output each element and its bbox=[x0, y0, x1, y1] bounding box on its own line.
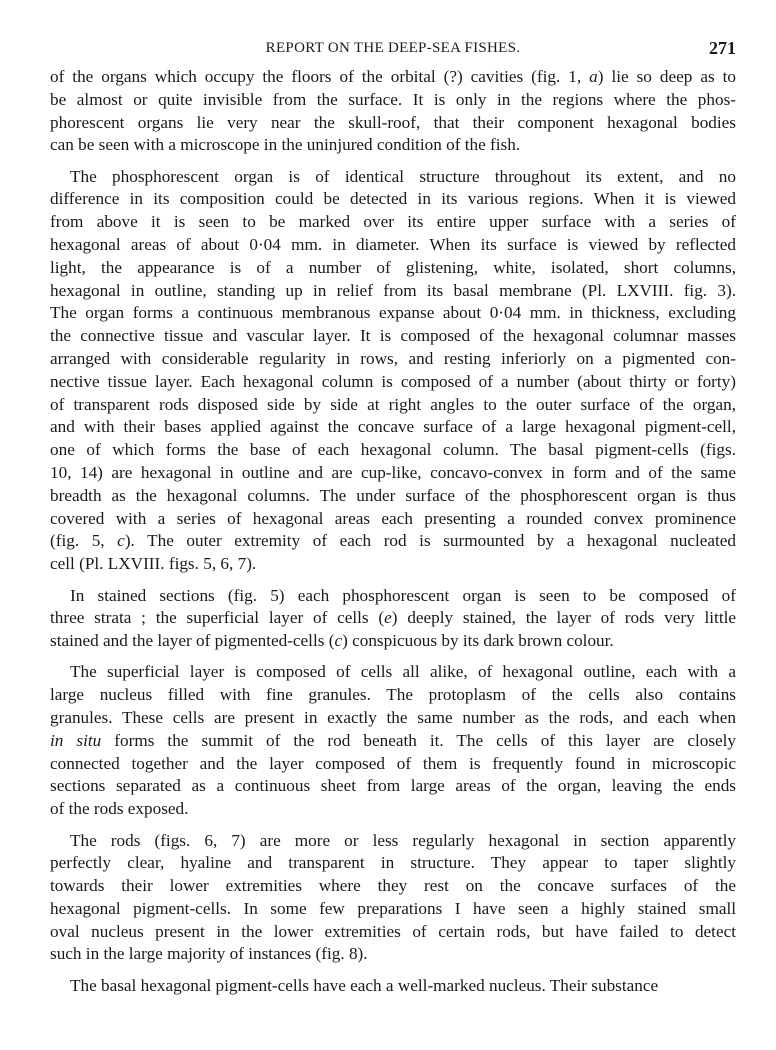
text-line bbox=[50, 630, 736, 653]
text-line bbox=[50, 462, 736, 485]
text-segment: cell (Pl. LXVIII. figs. 5, 6, 7). bbox=[50, 554, 257, 574]
text-segment: one of which forms the base of each hexagonal column. The basal pigment-cells (figs. bbox=[50, 440, 736, 460]
text-line bbox=[50, 553, 736, 576]
italic-text: e bbox=[384, 608, 392, 628]
text-segment: The rods (figs. 6, 7) are more or less regularly hexagonal in section apparently bbox=[70, 830, 736, 850]
text-segment: The superficial layer is composed of cells all alike, of hexagonal outline, each with a bbox=[70, 662, 736, 682]
text-line bbox=[50, 211, 736, 234]
text-segment: large nucleus filled with fine granules. The protoplasm of the cells also contains bbox=[50, 685, 736, 705]
text-segment: be almost or quite invisible from the surface. It is only in the regions where the phos- bbox=[50, 89, 736, 109]
text-segment: light, the appearance is of a number of glistening, white, isolated, short columns, bbox=[50, 257, 736, 277]
text-segment: oval nucleus present in the lower extremities of certain rods, but have failed to detect bbox=[50, 921, 736, 941]
text-segment: forms the summit of the rod beneath it. The cells of this layer are closely bbox=[101, 730, 737, 750]
italic-text: c bbox=[117, 531, 125, 551]
text-line bbox=[50, 753, 736, 776]
text-line bbox=[50, 798, 736, 821]
text-line bbox=[50, 166, 736, 189]
paragraph bbox=[50, 166, 736, 576]
text-segment: ). The outer extremity of each rod is surmounted by a hexagonal nucleated bbox=[124, 531, 736, 551]
text-segment: In stained sections (fig. 5) each phosphorescent organ is seen to be composed of bbox=[70, 585, 736, 605]
text-segment: The basal hexagonal pigment-cells have each a well-marked nucleus. Their substance bbox=[70, 975, 659, 995]
text-line bbox=[50, 280, 736, 303]
text-line bbox=[50, 302, 736, 325]
text-segment: covered with a series of hexagonal areas each presenting a rounded convex prominence bbox=[50, 508, 736, 528]
text-line bbox=[50, 730, 736, 753]
text-line bbox=[50, 439, 736, 462]
text-segment: perfectly clear, hyaline and transparent in structure. They appear to taper slightly bbox=[50, 853, 736, 873]
text-line bbox=[50, 325, 736, 348]
text-line bbox=[50, 234, 736, 257]
text-line bbox=[50, 394, 736, 417]
page-header bbox=[50, 40, 736, 64]
text-line bbox=[50, 975, 736, 998]
text-segment: nective tissue layer. Each hexagonal column is composed of a number (about thirty or forty) bbox=[50, 371, 736, 391]
text-segment: of the rods exposed. bbox=[50, 799, 189, 819]
paragraph bbox=[50, 661, 736, 821]
text-line bbox=[50, 684, 736, 707]
paragraph bbox=[50, 585, 736, 653]
text-line bbox=[50, 89, 736, 112]
text-segment: The organ forms a continuous membranous expanse about 0·04 mm. in thickness, excluding bbox=[50, 303, 736, 323]
text-line bbox=[50, 943, 736, 966]
text-segment: towards their lower extremities where they rest on the concave surfaces of the bbox=[50, 876, 736, 896]
text-segment: difference in its composition could be detected in its various regions. When it is viewed bbox=[50, 189, 736, 209]
text-segment: ) lie so deep as to bbox=[597, 67, 736, 86]
text-segment: hexagonal areas of about 0·04 mm. in diameter. When its surface is viewed by reflected bbox=[50, 235, 736, 255]
text-segment: phorescent organs lie very near the skull-roof, that their component hexagonal bodies bbox=[50, 112, 736, 132]
text-segment: stained and the layer of pigmented-cells ( bbox=[50, 631, 335, 651]
text-line bbox=[50, 134, 736, 157]
text-line bbox=[50, 921, 736, 944]
text-line bbox=[50, 112, 736, 135]
text-line bbox=[50, 875, 736, 898]
text-line bbox=[50, 707, 736, 730]
text-segment: of the organs which occupy the floors of the orbital (?) cavities (fig. 1, bbox=[50, 67, 590, 86]
text-segment: sections separated as a continuous sheet from large areas of the organ, leaving the ends bbox=[50, 776, 736, 796]
text-line bbox=[50, 898, 736, 921]
text-line bbox=[50, 852, 736, 875]
text-segment: ) conspicuous by its dark brown colour. bbox=[342, 631, 614, 651]
italic-text: in situ bbox=[50, 730, 102, 750]
italic-text: c bbox=[334, 631, 343, 651]
text-line bbox=[50, 585, 736, 608]
text-segment: breadth as the hexagonal columns. The under surface of the phosphorescent organ is thus bbox=[50, 485, 736, 505]
text-segment: 10, 14) are hexagonal in outline and are cup-like, concavo-convex in form and of the same bbox=[50, 463, 736, 483]
text-line bbox=[50, 188, 736, 211]
paragraph bbox=[50, 66, 736, 157]
text-segment: ) deeply stained, the layer of rods very little bbox=[391, 608, 737, 628]
text-line bbox=[50, 416, 736, 439]
text-segment: can be seen with a microscope in the uninjured condition of the fish. bbox=[50, 135, 521, 155]
text-segment: three strata ; the superficial layer of cells ( bbox=[50, 608, 385, 628]
text-segment: such in the large majority of instances (fig. 8). bbox=[50, 944, 368, 964]
text-segment: the connective tissue and vascular layer. It is composed of the hexagonal columnar masses bbox=[50, 326, 736, 346]
text-line bbox=[50, 530, 736, 553]
text-segment: and with their bases applied against the concave surface of a large hexagonal pigment-cell, bbox=[50, 417, 736, 437]
text-line bbox=[50, 830, 736, 853]
text-line bbox=[50, 661, 736, 684]
text-line bbox=[50, 66, 736, 89]
italic-text: a bbox=[589, 67, 598, 86]
paragraph bbox=[50, 975, 736, 998]
text-segment: hexagonal in outline, standing up in relief from its basal membrane (Pl. LXVIII. fig. 3). bbox=[50, 280, 736, 300]
text-line bbox=[50, 485, 736, 508]
text-segment: hexagonal pigment-cells. In some few preparations I have seen a highly stained small bbox=[50, 898, 736, 918]
text-segment: arranged with considerable regularity in rows, and resting inferiorly on a pigmented con- bbox=[50, 349, 736, 369]
text-segment: The phosphorescent organ is of identical structure throughout its extent, and no bbox=[70, 166, 736, 186]
text-line bbox=[50, 371, 736, 394]
text-segment: connected together and the layer composed of them is frequently found in microscopic bbox=[50, 753, 736, 773]
text-line bbox=[50, 257, 736, 280]
page-number: 271 bbox=[709, 38, 736, 58]
text-line bbox=[50, 775, 736, 798]
text-line bbox=[50, 607, 736, 630]
text-segment: from above it is seen to be marked over its entire upper surface with a series of bbox=[50, 212, 736, 232]
text-line bbox=[50, 508, 736, 531]
running-title: REPORT ON THE DEEP-SEA FISHES. bbox=[265, 40, 521, 56]
paragraph bbox=[50, 830, 736, 967]
text-segment: (fig. 5, bbox=[50, 531, 118, 551]
body-text bbox=[50, 66, 736, 998]
text-line bbox=[50, 348, 736, 371]
text-segment: granules. These cells are present in exactly the same number as the rods, and each when bbox=[50, 708, 736, 728]
text-segment: of transparent rods disposed side by side at right angles to the outer surface of the organ, bbox=[50, 394, 736, 414]
